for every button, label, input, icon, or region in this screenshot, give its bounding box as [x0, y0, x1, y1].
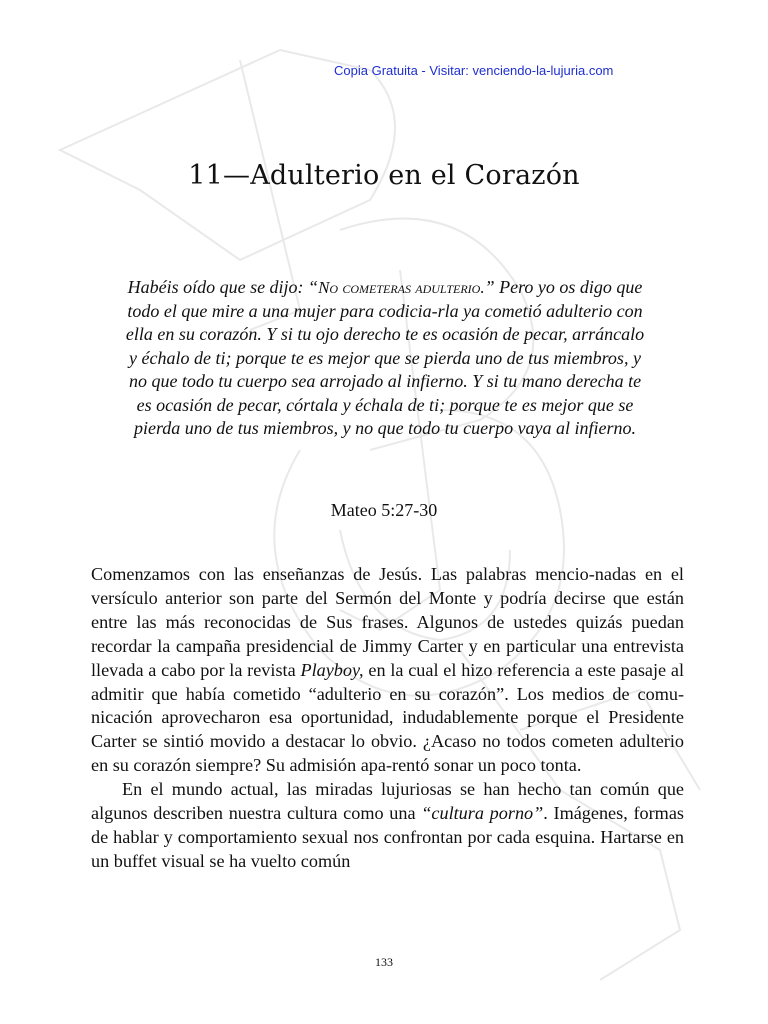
- paragraph-2-italic: “cultura porno”: [421, 803, 544, 824]
- scripture-quote-part1: Habéis oído que se dijo: “: [127, 277, 319, 297]
- paragraph-1-italic: Playboy,: [300, 659, 364, 680]
- website-link[interactable]: Copia Gratuita - Visitar: venciendo-la-lujuria.com: [334, 63, 614, 78]
- scripture-quote-part2: ” Pero yo os digo que todo el que mire a una mujer para codicia-rla ya cometió adulterio con ella en su corazón. Y si tu ojo derecho te es ocasión de pecar, arráncalo y échalo de ti; porque te es mejor que se pierda uno de tus miembros, y no que todo tu cuerpo sea arrojado al infierno. Y si tu mano derecha te es ocasión de pecar, córtala y échala de ti; porque te es mejor que se pierda uno de tus miembros, y no que todo tu cuerpo vaya al infierno.: [125, 277, 645, 438]
- scripture-quote-smallcaps: No cometeras adulterio.: [318, 278, 485, 297]
- scripture-reference: Mateo 5:27-30: [330, 500, 438, 520]
- body-text: [91, 563, 684, 874]
- paragraph-2-text-b: . Imágenes, formas de hablar y comportamiento sexual nos confrontan por cada esquina. Hartarse en un buffet visual se ha vuelto común: [91, 803, 684, 871]
- paragraph-2-text-a: En el mundo actual, las miradas lujuriosas se han hecho tan común que algunos describen nuestra cultura como una: [91, 779, 684, 824]
- paragraph-1-text-b: en la cual el hizo referencia a este pasaje al admitir que había cometido “adulterio en su corazón”. Los medios de comu-nicación aprovecharon esa oportunidad, indudablemente porque el Presidente Carter se sintió movido a destacar lo obvio. ¿Acaso no todos cometen adulterio en su corazón siempre? Su admisión apa-rentó sonar un poco tonta.: [91, 659, 685, 776]
- paragraph-2: [91, 778, 684, 874]
- scripture-quote: [120, 276, 650, 441]
- chapter-title: 11—Adulterio en el Corazón: [188, 160, 580, 191]
- page-number: 133: [375, 955, 393, 969]
- paragraph-1: [91, 563, 684, 778]
- paragraph-1-text-a: Comenzamos con las enseñanzas de Jesús. Las palabras mencio-nadas en el versículo anterior son parte del Sermón del Monte y podría decirse que están entre las más reconocidas de Sus frases. Algunos de ustedes quizás puedan recordar la campaña presidencial de Jimmy Carter y en particular una entrevista llevada a cabo por la revista: [91, 564, 684, 680]
